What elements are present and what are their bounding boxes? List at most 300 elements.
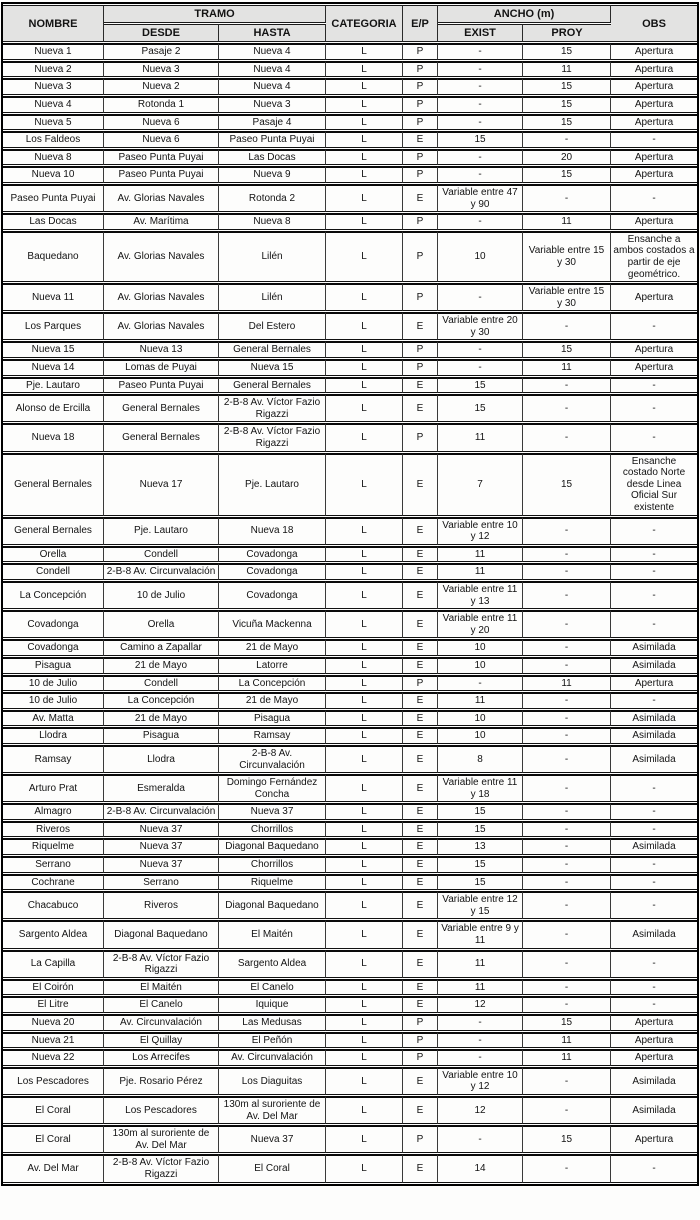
cell-desde: Nueva 37 [104, 821, 219, 838]
cell-obs: Asimilada [611, 745, 697, 773]
cell-hasta: 21 de Mayo [219, 639, 326, 656]
table-row [3, 950, 697, 978]
cell-nombre: Nueva 22 [3, 1049, 104, 1066]
cell-nombre: Av. Del Mar [3, 1154, 104, 1182]
cell-nombre: Las Docas [3, 213, 104, 230]
cell-nombre: Covadonga [3, 610, 104, 638]
cell-categoria: L [326, 231, 403, 282]
cell-exist: - [438, 43, 523, 60]
col-header-ep: E/P [403, 5, 438, 42]
cell-ep: E [403, 856, 438, 873]
cell-proy: - [523, 657, 611, 674]
cell-obs: Apertura [611, 149, 697, 166]
cell-desde: Riveros [104, 891, 219, 919]
cell-nombre: Av. Matta [3, 710, 104, 727]
table-row [3, 96, 697, 113]
cell-exist: - [438, 96, 523, 113]
table-row [3, 377, 697, 394]
cell-categoria: L [326, 423, 403, 451]
cell-categoria: L [326, 1049, 403, 1066]
cell-desde: 21 de Mayo [104, 657, 219, 674]
cell-hasta: General Bernales [219, 341, 326, 358]
cell-obs: Apertura [611, 114, 697, 131]
cell-obs: - [611, 517, 697, 545]
cell-hasta: 2-B-8 Av. Víctor Fazio Rigazzi [219, 394, 326, 422]
cell-nombre: Nueva 2 [3, 61, 104, 78]
cell-proy: - [523, 950, 611, 978]
cell-proy: 15 [523, 96, 611, 113]
cell-obs: Apertura [611, 166, 697, 183]
cell-nombre: General Bernales [3, 517, 104, 545]
cell-desde: El Quillay [104, 1032, 219, 1049]
cell-exist: - [438, 359, 523, 376]
cell-ep: E [403, 1096, 438, 1124]
table-row [3, 1067, 697, 1095]
cell-exist: 12 [438, 1096, 523, 1124]
cell-exist: - [438, 213, 523, 230]
cell-proy: - [523, 891, 611, 919]
cell-exist: Variable entre 10 y 12 [438, 517, 523, 545]
cell-ep: E [403, 581, 438, 609]
cell-desde: Av. Circunvalación [104, 1014, 219, 1031]
col-header-tramo: TRAMO [104, 5, 326, 23]
cell-categoria: L [326, 610, 403, 638]
cell-nombre: El Litre [3, 996, 104, 1013]
cell-categoria: L [326, 996, 403, 1013]
cell-ep: E [403, 184, 438, 212]
cell-proy: 15 [523, 166, 611, 183]
cell-nombre: Arturo Prat [3, 774, 104, 802]
cell-hasta: Covadonga [219, 563, 326, 580]
cell-exist: 15 [438, 856, 523, 873]
cell-hasta: Ramsay [219, 727, 326, 744]
cell-obs: - [611, 184, 697, 212]
cell-ep: E [403, 131, 438, 148]
table-row [3, 1032, 697, 1049]
table-row [3, 692, 697, 709]
cell-ep: P [403, 1032, 438, 1049]
cell-desde: Nueva 37 [104, 856, 219, 873]
cell-categoria: L [326, 453, 403, 516]
cell-desde: Orella [104, 610, 219, 638]
cell-exist: 13 [438, 838, 523, 855]
cell-categoria: L [326, 546, 403, 563]
cell-nombre: Baquedano [3, 231, 104, 282]
cell-ep: E [403, 745, 438, 773]
cell-obs: Apertura [611, 96, 697, 113]
cell-obs: - [611, 1154, 697, 1182]
col-header-desde: DESDE [104, 24, 219, 42]
cell-categoria: L [326, 517, 403, 545]
cell-proy: 11 [523, 213, 611, 230]
cell-hasta: 130m al suroriente de Av. Del Mar [219, 1096, 326, 1124]
road-sections-table [1, 2, 699, 1186]
cell-proy: - [523, 1067, 611, 1095]
cell-obs: Apertura [611, 1014, 697, 1031]
cell-desde: Serrano [104, 874, 219, 891]
table-row [3, 283, 697, 311]
cell-exist: 11 [438, 950, 523, 978]
cell-categoria: L [326, 377, 403, 394]
cell-hasta: Latorre [219, 657, 326, 674]
cell-obs: - [611, 979, 697, 996]
cell-ep: E [403, 377, 438, 394]
cell-ep: E [403, 1067, 438, 1095]
cell-exist: Variable entre 9 y 11 [438, 920, 523, 948]
table-header [3, 5, 697, 42]
cell-obs: Ensanche a ambos costados a partir de eje geométrico. [611, 231, 697, 282]
cell-ep: E [403, 950, 438, 978]
cell-ep: E [403, 710, 438, 727]
cell-ep: P [403, 78, 438, 95]
cell-exist: 15 [438, 821, 523, 838]
cell-nombre: Nueva 21 [3, 1032, 104, 1049]
cell-desde: Av. Glorias Navales [104, 283, 219, 311]
cell-obs: - [611, 546, 697, 563]
cell-proy: 11 [523, 1032, 611, 1049]
table-row [3, 710, 697, 727]
cell-hasta: El Coral [219, 1154, 326, 1182]
cell-exist: 11 [438, 692, 523, 709]
cell-desde: Paseo Punta Puyai [104, 149, 219, 166]
cell-ep: P [403, 341, 438, 358]
cell-categoria: L [326, 1067, 403, 1095]
cell-exist: - [438, 78, 523, 95]
cell-desde: Condell [104, 546, 219, 563]
table-row [3, 546, 697, 563]
cell-obs: - [611, 803, 697, 820]
table-row [3, 745, 697, 773]
cell-exist: Variable entre 11 y 18 [438, 774, 523, 802]
cell-obs: Ensanche costado Norte desde Linea Oficial Sur existente [611, 453, 697, 516]
cell-desde: Av. Marítima [104, 213, 219, 230]
cell-ep: E [403, 727, 438, 744]
cell-proy: - [523, 803, 611, 820]
cell-nombre: Ramsay [3, 745, 104, 773]
cell-hasta: El Maitén [219, 920, 326, 948]
cell-nombre: Nueva 5 [3, 114, 104, 131]
cell-desde: Av. Glorias Navales [104, 184, 219, 212]
cell-categoria: L [326, 283, 403, 311]
cell-desde: Pisagua [104, 727, 219, 744]
cell-obs: Asimilada [611, 838, 697, 855]
cell-categoria: L [326, 394, 403, 422]
cell-categoria: L [326, 341, 403, 358]
header-row-1 [3, 5, 697, 23]
cell-nombre: Los Parques [3, 312, 104, 340]
cell-hasta: Riquelme [219, 874, 326, 891]
cell-hasta: Nueva 37 [219, 803, 326, 820]
cell-ep: P [403, 43, 438, 60]
cell-categoria: L [326, 166, 403, 183]
cell-obs: - [611, 377, 697, 394]
cell-desde: Lomas de Puyai [104, 359, 219, 376]
table-row [3, 1125, 697, 1153]
cell-exist: 15 [438, 874, 523, 891]
cell-categoria: L [326, 745, 403, 773]
table-row [3, 996, 697, 1013]
cell-hasta: 21 de Mayo [219, 692, 326, 709]
table-row [3, 657, 697, 674]
cell-proy: - [523, 996, 611, 1013]
cell-hasta: Paseo Punta Puyai [219, 131, 326, 148]
cell-categoria: L [326, 657, 403, 674]
cell-proy: 15 [523, 114, 611, 131]
cell-hasta: El Canelo [219, 979, 326, 996]
cell-nombre: La Capilla [3, 950, 104, 978]
cell-hasta: 2-B-8 Av. Víctor Fazio Rigazzi [219, 423, 326, 451]
cell-obs: Apertura [611, 283, 697, 311]
cell-hasta: General Bernales [219, 377, 326, 394]
cell-ep: E [403, 920, 438, 948]
cell-exist: 10 [438, 727, 523, 744]
cell-obs: - [611, 821, 697, 838]
cell-obs: Asimilada [611, 727, 697, 744]
cell-desde: Nueva 17 [104, 453, 219, 516]
cell-proy: - [523, 184, 611, 212]
table-row [3, 131, 697, 148]
cell-nombre: Sargento Aldea [3, 920, 104, 948]
cell-ep: P [403, 231, 438, 282]
cell-obs: - [611, 774, 697, 802]
cell-hasta: Sargento Aldea [219, 950, 326, 978]
cell-exist: 15 [438, 377, 523, 394]
cell-ep: P [403, 283, 438, 311]
table-row [3, 114, 697, 131]
cell-proy: - [523, 581, 611, 609]
cell-hasta: Pje. Lautaro [219, 453, 326, 516]
cell-hasta: Rotonda 2 [219, 184, 326, 212]
cell-categoria: L [326, 639, 403, 656]
cell-obs: Apertura [611, 43, 697, 60]
cell-nombre: Alonso de Ercilla [3, 394, 104, 422]
cell-desde: 2-B-8 Av. Circunvalación [104, 803, 219, 820]
cell-hasta: Nueva 3 [219, 96, 326, 113]
cell-ep: P [403, 1049, 438, 1066]
cell-nombre: Nueva 20 [3, 1014, 104, 1031]
cell-obs: Apertura [611, 341, 697, 358]
cell-categoria: L [326, 312, 403, 340]
cell-proy: - [523, 745, 611, 773]
cell-desde: La Concepción [104, 692, 219, 709]
cell-proy: - [523, 517, 611, 545]
cell-categoria: L [326, 838, 403, 855]
cell-desde: Nueva 2 [104, 78, 219, 95]
table-row [3, 639, 697, 656]
cell-proy: Variable entre 15 y 30 [523, 231, 611, 282]
table-row [3, 581, 697, 609]
cell-desde: El Maitén [104, 979, 219, 996]
cell-ep: E [403, 821, 438, 838]
cell-exist: - [438, 1049, 523, 1066]
cell-hasta: Pasaje 4 [219, 114, 326, 131]
cell-desde: Pje. Rosario Pérez [104, 1067, 219, 1095]
cell-obs: Apertura [611, 675, 697, 692]
cell-desde: Nueva 6 [104, 114, 219, 131]
cell-ep: P [403, 359, 438, 376]
table-row [3, 453, 697, 516]
cell-obs: - [611, 312, 697, 340]
cell-desde: 2-B-8 Av. Víctor Fazio Rigazzi [104, 1154, 219, 1182]
cell-proy: 15 [523, 341, 611, 358]
cell-nombre: Los Faldeos [3, 131, 104, 148]
table-row [3, 979, 697, 996]
table-row [3, 149, 697, 166]
cell-desde: Llodra [104, 745, 219, 773]
cell-exist: 12 [438, 996, 523, 1013]
cell-hasta: 2-B-8 Av. Circunvalación [219, 745, 326, 773]
cell-desde: Condell [104, 675, 219, 692]
cell-ep: P [403, 114, 438, 131]
cell-desde: 21 de Mayo [104, 710, 219, 727]
cell-hasta: Nueva 9 [219, 166, 326, 183]
cell-ep: E [403, 692, 438, 709]
table-row [3, 563, 697, 580]
cell-exist: - [438, 61, 523, 78]
cell-hasta: Vicuña Mackenna [219, 610, 326, 638]
cell-hasta: Las Docas [219, 149, 326, 166]
cell-hasta: Chorrillos [219, 856, 326, 873]
cell-exist: Variable entre 12 y 15 [438, 891, 523, 919]
cell-nombre: El Coirón [3, 979, 104, 996]
cell-exist: 7 [438, 453, 523, 516]
cell-categoria: L [326, 1096, 403, 1124]
cell-exist: 11 [438, 423, 523, 451]
table-row [3, 821, 697, 838]
cell-ep: E [403, 453, 438, 516]
cell-nombre: Cochrane [3, 874, 104, 891]
cell-hasta: Lilén [219, 283, 326, 311]
cell-exist: - [438, 166, 523, 183]
table-row [3, 1014, 697, 1031]
table-row [3, 891, 697, 919]
cell-categoria: L [326, 856, 403, 873]
table-row [3, 1049, 697, 1066]
cell-proy: - [523, 563, 611, 580]
cell-proy: - [523, 394, 611, 422]
cell-proy: 11 [523, 359, 611, 376]
cell-categoria: L [326, 581, 403, 609]
cell-categoria: L [326, 920, 403, 948]
cell-exist: 14 [438, 1154, 523, 1182]
cell-hasta: El Peñón [219, 1032, 326, 1049]
cell-categoria: L [326, 131, 403, 148]
cell-obs: - [611, 610, 697, 638]
cell-exist: - [438, 1032, 523, 1049]
cell-categoria: L [326, 692, 403, 709]
cell-proy: - [523, 920, 611, 948]
cell-proy: - [523, 727, 611, 744]
cell-proy: 15 [523, 43, 611, 60]
table-row [3, 838, 697, 855]
table-row [3, 675, 697, 692]
cell-desde: Camino a Zapallar [104, 639, 219, 656]
cell-desde: General Bernales [104, 394, 219, 422]
cell-ep: E [403, 517, 438, 545]
cell-proy: - [523, 692, 611, 709]
cell-exist: 10 [438, 639, 523, 656]
cell-exist: Variable entre 20 y 30 [438, 312, 523, 340]
cell-proy: - [523, 774, 611, 802]
cell-proy: - [523, 312, 611, 340]
cell-ep: E [403, 891, 438, 919]
table-row [3, 184, 697, 212]
cell-proy: 11 [523, 675, 611, 692]
cell-exist: 15 [438, 394, 523, 422]
cell-hasta: Diagonal Baquedano [219, 838, 326, 855]
cell-categoria: L [326, 78, 403, 95]
cell-exist: Variable entre 11 y 13 [438, 581, 523, 609]
cell-proy: 11 [523, 1049, 611, 1066]
table-body [3, 43, 697, 1182]
cell-ep: E [403, 563, 438, 580]
cell-exist: - [438, 1014, 523, 1031]
cell-nombre: Orella [3, 546, 104, 563]
cell-hasta: Av. Circunvalación [219, 1049, 326, 1066]
cell-desde: 130m al suroriente de Av. Del Mar [104, 1125, 219, 1153]
cell-obs: - [611, 563, 697, 580]
cell-hasta: La Concepción [219, 675, 326, 692]
cell-proy: - [523, 546, 611, 563]
cell-ep: P [403, 213, 438, 230]
cell-categoria: L [326, 61, 403, 78]
table-row [3, 874, 697, 891]
table-row [3, 727, 697, 744]
cell-obs: Apertura [611, 213, 697, 230]
cell-hasta: Chorrillos [219, 821, 326, 838]
cell-ep: E [403, 996, 438, 1013]
cell-proy: - [523, 979, 611, 996]
cell-proy: - [523, 1154, 611, 1182]
table [3, 4, 697, 1184]
cell-ep: E [403, 546, 438, 563]
cell-nombre: Nueva 11 [3, 283, 104, 311]
cell-nombre: Chacabuco [3, 891, 104, 919]
cell-ep: E [403, 312, 438, 340]
cell-ep: P [403, 166, 438, 183]
table-row [3, 856, 697, 873]
table-row [3, 213, 697, 230]
cell-obs: - [611, 692, 697, 709]
cell-nombre: Los Pescadores [3, 1067, 104, 1095]
table-row [3, 43, 697, 60]
cell-categoria: L [326, 1125, 403, 1153]
cell-proy: - [523, 821, 611, 838]
cell-nombre: General Bernales [3, 453, 104, 516]
cell-categoria: L [326, 675, 403, 692]
cell-exist: - [438, 283, 523, 311]
table-row [3, 231, 697, 282]
cell-obs: Asimilada [611, 1067, 697, 1095]
cell-obs: - [611, 394, 697, 422]
cell-desde: Paseo Punta Puyai [104, 166, 219, 183]
table-row [3, 341, 697, 358]
cell-hasta: Diagonal Baquedano [219, 891, 326, 919]
cell-ep: P [403, 1125, 438, 1153]
cell-obs: Apertura [611, 78, 697, 95]
cell-obs: Apertura [611, 1125, 697, 1153]
cell-nombre: Almagro [3, 803, 104, 820]
cell-obs: - [611, 891, 697, 919]
cell-proy: - [523, 1096, 611, 1124]
cell-desde: 10 de Julio [104, 581, 219, 609]
table-row [3, 610, 697, 638]
cell-obs: - [611, 874, 697, 891]
cell-proy: - [523, 874, 611, 891]
cell-exist: Variable entre 11 y 20 [438, 610, 523, 638]
cell-categoria: L [326, 96, 403, 113]
cell-nombre: 10 de Julio [3, 692, 104, 709]
